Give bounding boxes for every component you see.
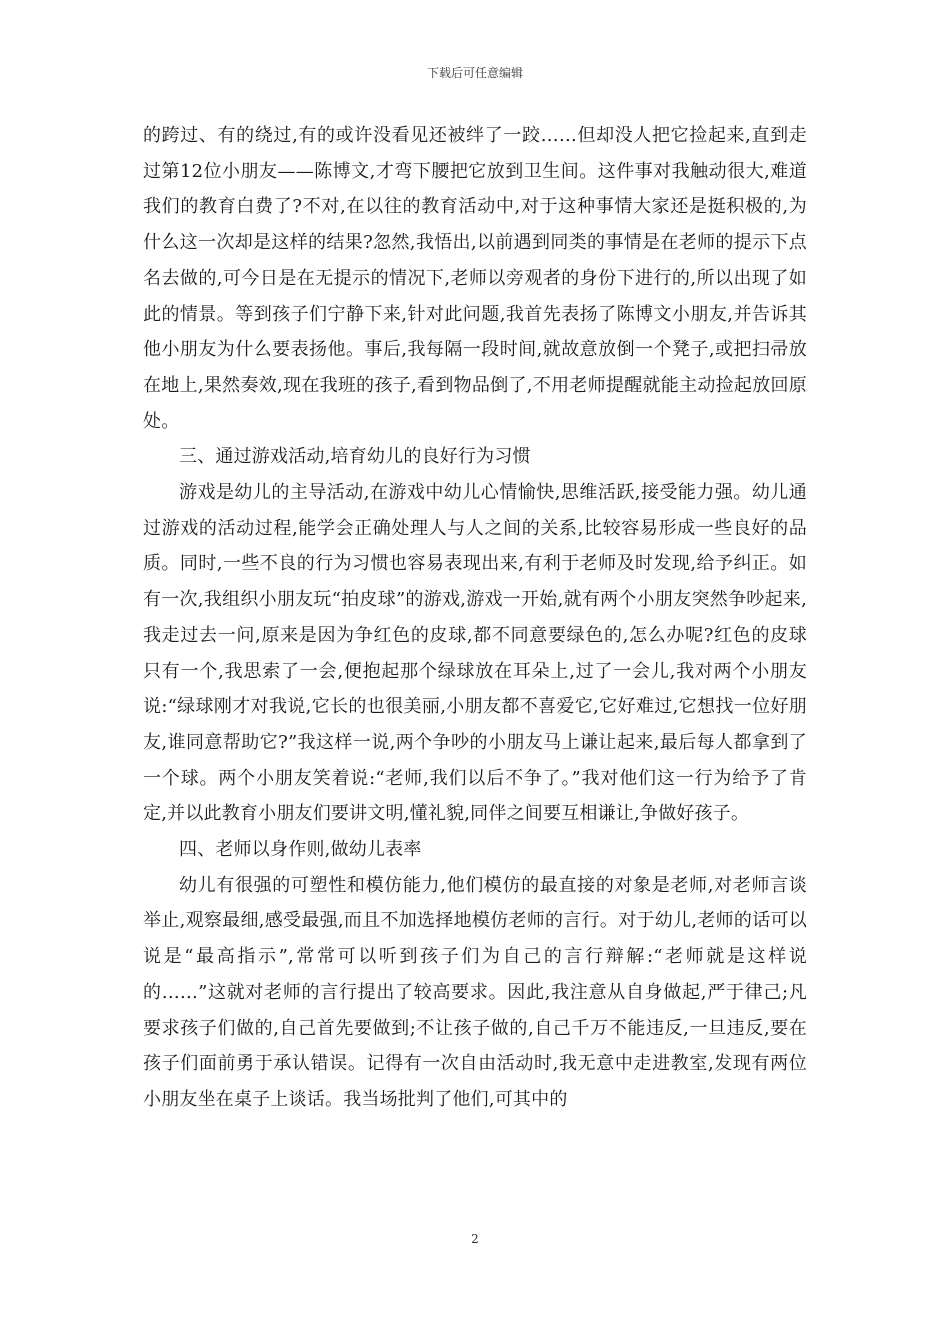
section-heading-four: 四、老师以身作则,做幼儿表率 (179, 839, 422, 861)
document-body (143, 118, 807, 1118)
page-number: 2 (471, 1232, 479, 1246)
section-heading-three: 三、通过游戏活动,培育幼儿的良好行为习惯 (179, 446, 531, 468)
page-header: 下载后可任意编辑 (426, 66, 523, 80)
paragraph-continuation: 的跨过、有的绕过,有的或许没看见还被绊了一跤……但却没人把它捡起来,直到走过第12位小朋友——陈博文,才弯下腰把它放到卫生间。这件事对我触动很大,难道我们的教育白费了?不对,在以往的教育活动中,对于这种事情大家还是挺积极的,为什么这一次却是这样的结果?忽然,我悟出,以前遇到同类的事情是在老师的提示下点名去做的,可今日是在无提示的情况下,老师以旁观者的身份下进行的,所以出现了如此的情景。等到孩子们宁静下来,针对此问题,我首先表扬了陈博文小朋友,并告诉其他小朋友为什么要表扬他。事后,我每隔一段时间,就故意放倒一个凳子,或把扫帚放在地上,果然奏效,现在我班的孩子,看到物品倒了,不用老师提醒就能主动捡起放回原处。 (143, 125, 807, 432)
paragraph-game-activity: 游戏是幼儿的主导活动,在游戏中幼儿心情愉快,思维活跃,接受能力强。幼儿通过游戏的活动过程,能学会正确处理人与人之间的关系,比较容易形成一些良好的品质。同时,一些不良的行为习惯也容易表现出来,有利于老师及时发现,给予纠正。如有一次,我组织小朋友玩“拍皮球”的游戏,游戏一开始,就有两个小朋友突然争吵起来,我走过去一问,原来是因为争红色的皮球,都不同意要绿色的,怎么办呢?红色的皮球只有一个,我思索了一会,便抱起那个绿球放在耳朵上,过了一会儿,我对两个小朋友说:“绿球刚才对我说,它长的也很美丽,小朋友都不喜爱它,它好难过,它想找一位好朋友,谁同意帮助它?”我这样一说,两个争吵的小朋友马上谦让起来,最后每人都拿到了一个球。两个小朋友笑着说:“老师,我们以后不争了。”我对他们这一行为给予了肯定,并以此教育小朋友们要讲文明,懂礼貌,同伴之间要互相谦让,争做好孩子。 (143, 482, 807, 825)
paragraph-teacher-example: 幼儿有很强的可塑性和模仿能力,他们模仿的最直接的对象是老师,对老师言谈举止,观察最细,感受最强,而且不加选择地模仿老师的言行。对于幼儿,老师的话可以说是“最高指示”,常常可以听到孩子们为自己的言行辩解:“老师就是这样说的……”这就对老师的言行提出了较高要求。因此,我注意从自身做起,严于律己;凡要求孩子们做的,自己首先要做到;不让孩子做的,自己千万不能违反,一旦违反,要在孩子们面前勇于承认错误。记得有一次自由活动时,我无意中走进教室,发现有两位小朋友坐在桌子上谈话。我当场批判了他们,可其中的 (143, 874, 807, 1110)
